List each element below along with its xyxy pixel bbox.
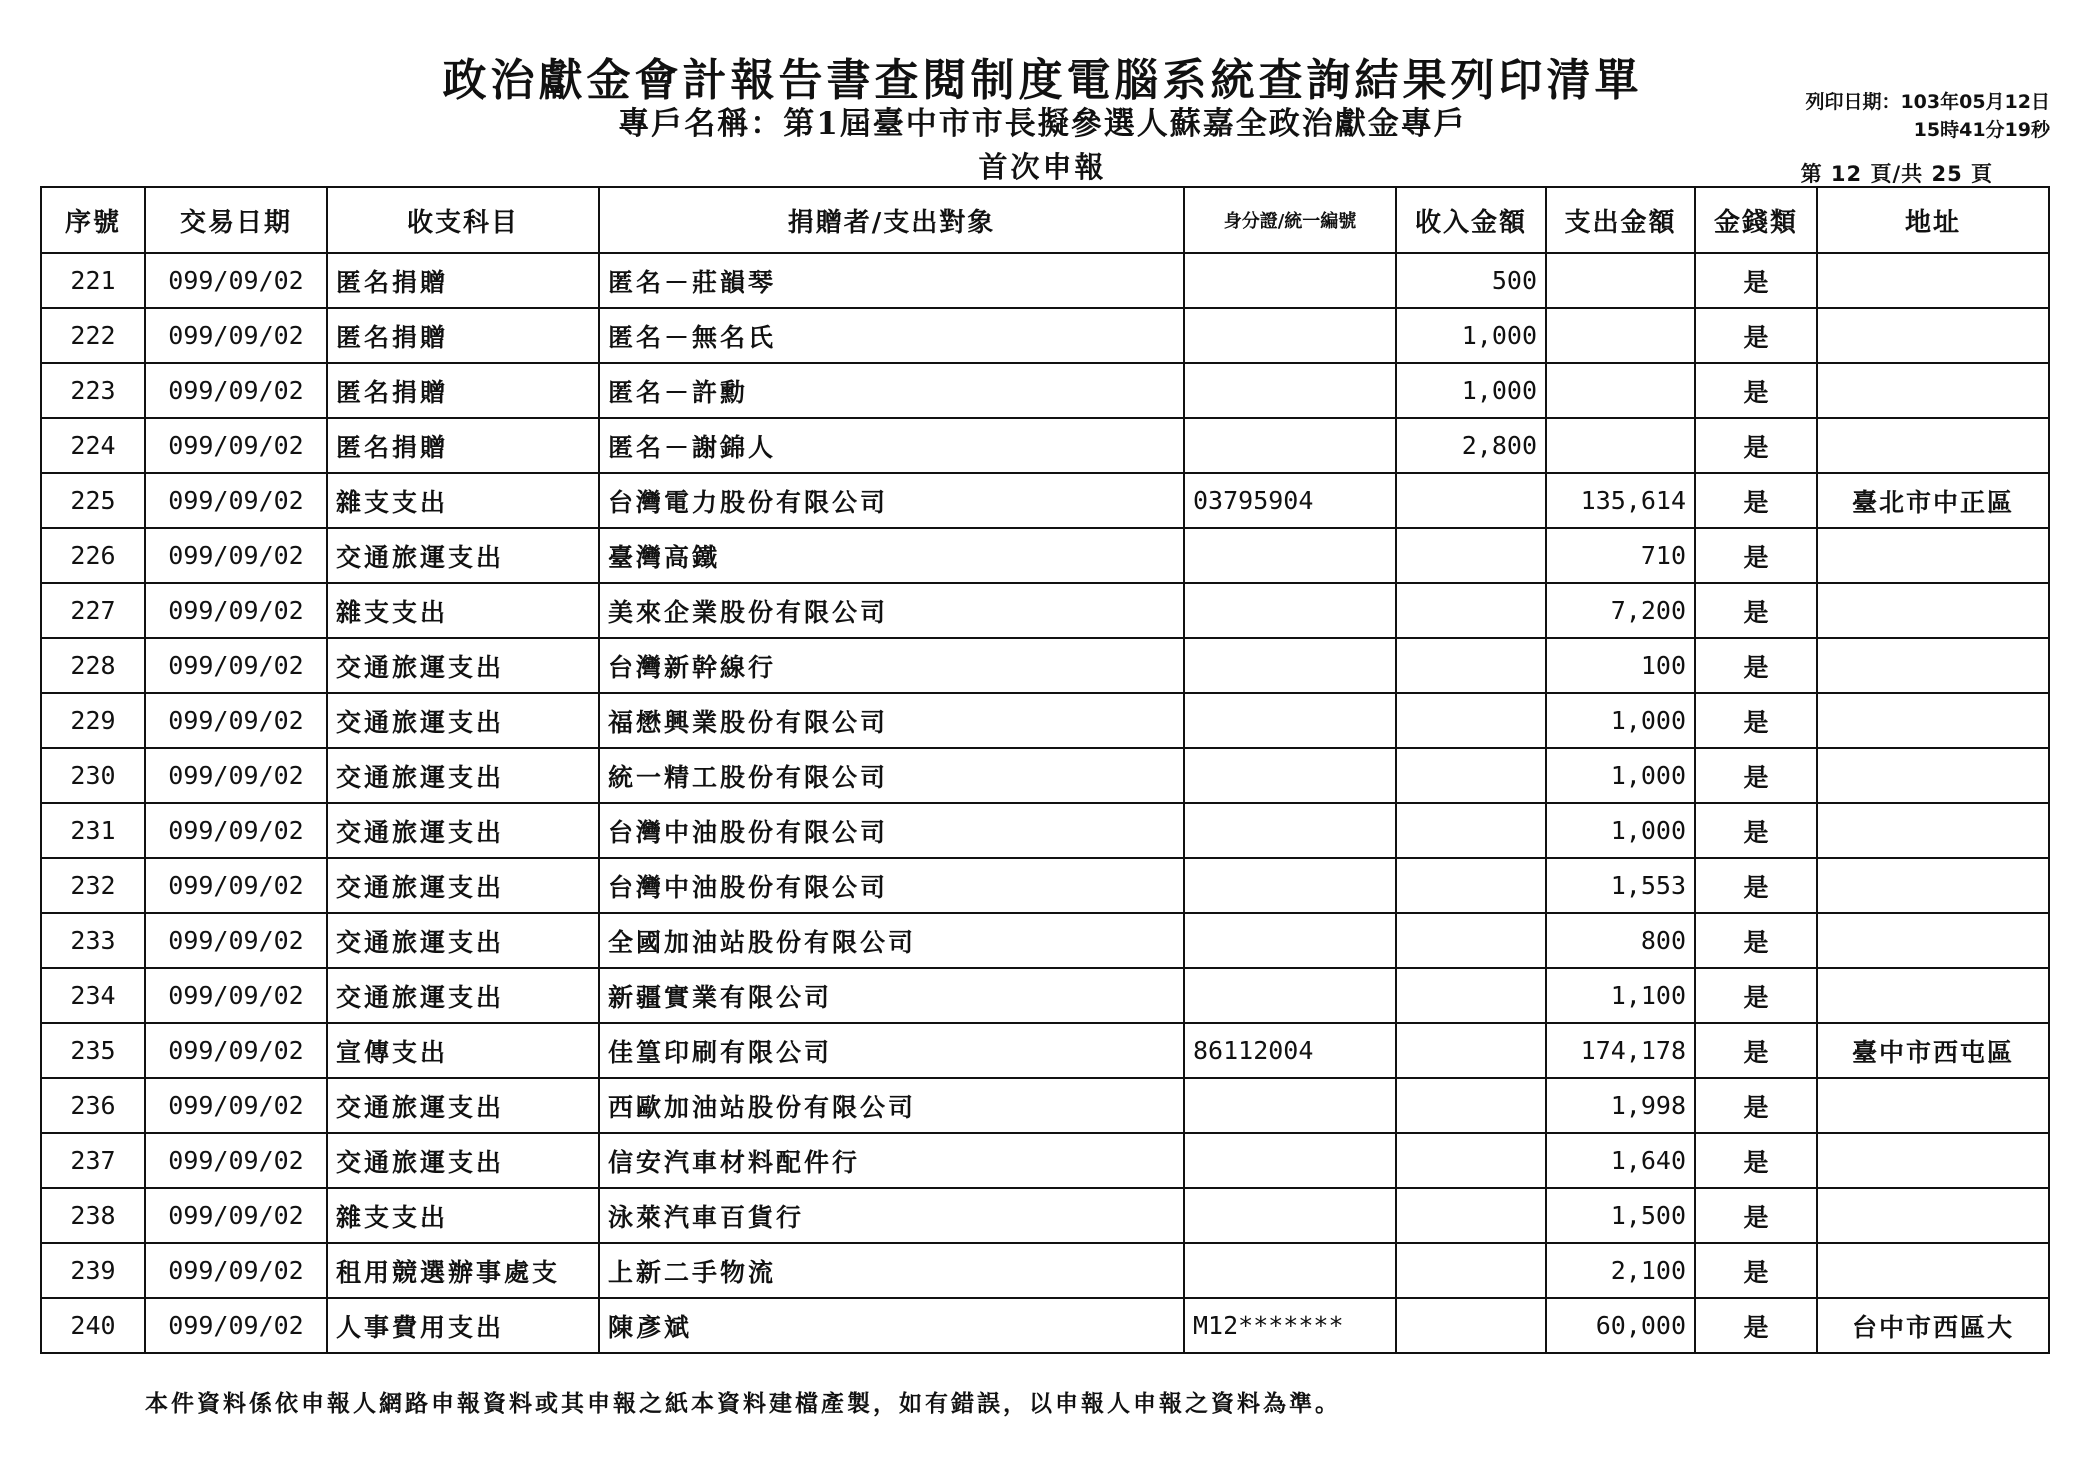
cell-category: 交通旅運支出 — [327, 968, 599, 1023]
cell-expense: 2,100 — [1546, 1243, 1695, 1298]
cell-category: 宣傳支出 — [327, 1023, 599, 1078]
report-type: 首次申報 — [978, 150, 1107, 184]
cell-cash: 是 — [1695, 968, 1817, 1023]
cell-category: 交通旅運支出 — [327, 748, 599, 803]
cell-serial: 226 — [41, 528, 145, 583]
cell-cash: 是 — [1695, 1133, 1817, 1188]
cell-party: 上新二手物流 — [599, 1243, 1184, 1298]
cell-income — [1396, 1188, 1546, 1243]
cell-party: 西歐加油站股份有限公司 — [599, 1078, 1184, 1133]
cell-expense — [1546, 418, 1695, 473]
cell-id — [1184, 638, 1396, 693]
cell-expense: 1,000 — [1546, 693, 1695, 748]
cell-income — [1396, 583, 1546, 638]
cell-category: 租用競選辦事處支 — [327, 1243, 599, 1298]
cell-income: 1,000 — [1396, 363, 1546, 418]
cell-cash: 是 — [1695, 803, 1817, 858]
cell-id — [1184, 748, 1396, 803]
table-row — [41, 1078, 2049, 1133]
cell-income — [1396, 1078, 1546, 1133]
cell-address — [1817, 748, 2049, 803]
cell-id — [1184, 418, 1396, 473]
cell-id — [1184, 693, 1396, 748]
table-row — [41, 473, 2049, 528]
cell-serial: 232 — [41, 858, 145, 913]
cell-party: 匿名－莊韻琴 — [599, 253, 1184, 308]
cell-category: 雜支支出 — [327, 583, 599, 638]
cell-expense: 135,614 — [1546, 473, 1695, 528]
cell-serial: 222 — [41, 308, 145, 363]
cell-category: 交通旅運支出 — [327, 858, 599, 913]
table-row — [41, 1243, 2049, 1298]
column-header-id: 身分證/統一編號 — [1184, 187, 1396, 253]
cell-address — [1817, 803, 2049, 858]
cell-id — [1184, 1133, 1396, 1188]
cell-id — [1184, 253, 1396, 308]
cell-date: 099/09/02 — [145, 858, 327, 913]
cell-serial: 224 — [41, 418, 145, 473]
cell-expense: 1,998 — [1546, 1078, 1695, 1133]
cell-date: 099/09/02 — [145, 253, 327, 308]
cell-cash: 是 — [1695, 583, 1817, 638]
cell-id — [1184, 968, 1396, 1023]
cell-party: 信安汽車材料配件行 — [599, 1133, 1184, 1188]
cell-party: 全國加油站股份有限公司 — [599, 913, 1184, 968]
cell-income — [1396, 638, 1546, 693]
column-header-cash: 金錢類 — [1695, 187, 1817, 253]
cell-address — [1817, 363, 2049, 418]
cell-cash: 是 — [1695, 1298, 1817, 1353]
table-row — [41, 1133, 2049, 1188]
cell-id — [1184, 1188, 1396, 1243]
cell-cash: 是 — [1695, 1243, 1817, 1298]
cell-income — [1396, 803, 1546, 858]
cell-serial: 230 — [41, 748, 145, 803]
cell-serial: 221 — [41, 253, 145, 308]
cell-income — [1396, 1133, 1546, 1188]
cell-category: 交通旅運支出 — [327, 803, 599, 858]
cell-expense: 800 — [1546, 913, 1695, 968]
cell-date: 099/09/02 — [145, 913, 327, 968]
cell-income — [1396, 1023, 1546, 1078]
cell-expense: 100 — [1546, 638, 1695, 693]
cell-address — [1817, 858, 2049, 913]
column-header-income: 收入金額 — [1396, 187, 1546, 253]
column-header-party: 捐贈者/支出對象 — [599, 187, 1184, 253]
table-row — [41, 418, 2049, 473]
cell-party: 匿名－無名氏 — [599, 308, 1184, 363]
cell-income — [1396, 693, 1546, 748]
cell-category: 雜支支出 — [327, 1188, 599, 1243]
cell-serial: 229 — [41, 693, 145, 748]
cell-address — [1817, 253, 2049, 308]
transaction-table — [40, 186, 2050, 1354]
cell-address — [1817, 583, 2049, 638]
cell-category: 雜支支出 — [327, 473, 599, 528]
cell-category: 交通旅運支出 — [327, 1133, 599, 1188]
table-row — [41, 1298, 2049, 1353]
cell-cash: 是 — [1695, 308, 1817, 363]
cell-address — [1817, 1243, 2049, 1298]
cell-serial: 239 — [41, 1243, 145, 1298]
cell-address: 台中市西區大 — [1817, 1298, 2049, 1353]
column-header-category: 收支科目 — [327, 187, 599, 253]
cell-expense: 1,500 — [1546, 1188, 1695, 1243]
cell-id — [1184, 913, 1396, 968]
cell-income — [1396, 1243, 1546, 1298]
cell-party: 台灣中油股份有限公司 — [599, 858, 1184, 913]
cell-income: 2,800 — [1396, 418, 1546, 473]
cell-party: 泳萊汽車百貨行 — [599, 1188, 1184, 1243]
cell-cash: 是 — [1695, 253, 1817, 308]
cell-expense: 1,000 — [1546, 748, 1695, 803]
cell-address: 臺北市中正區 — [1817, 473, 2049, 528]
cell-date: 099/09/02 — [145, 1023, 327, 1078]
cell-income — [1396, 968, 1546, 1023]
cell-id — [1184, 1078, 1396, 1133]
cell-expense: 60,000 — [1546, 1298, 1695, 1353]
cell-expense: 7,200 — [1546, 583, 1695, 638]
cell-date: 099/09/02 — [145, 1133, 327, 1188]
cell-cash: 是 — [1695, 693, 1817, 748]
cell-expense: 1,100 — [1546, 968, 1695, 1023]
table-row — [41, 693, 2049, 748]
cell-serial: 225 — [41, 473, 145, 528]
column-header-expense: 支出金額 — [1546, 187, 1695, 253]
cell-category: 交通旅運支出 — [327, 913, 599, 968]
table-body — [41, 253, 2049, 1353]
cell-category: 交通旅運支出 — [327, 1078, 599, 1133]
cell-expense — [1546, 308, 1695, 363]
column-header-date: 交易日期 — [145, 187, 327, 253]
cell-date: 099/09/02 — [145, 473, 327, 528]
account-name: 專戶名稱：第1屆臺中市市長擬參選人蘇嘉全政治獻金專戶 — [618, 106, 1467, 142]
cell-party: 匿名－許勳 — [599, 363, 1184, 418]
cell-date: 099/09/02 — [145, 748, 327, 803]
cell-serial: 235 — [41, 1023, 145, 1078]
cell-expense: 174,178 — [1546, 1023, 1695, 1078]
cell-id — [1184, 308, 1396, 363]
cell-category: 匿名捐贈 — [327, 363, 599, 418]
cell-cash: 是 — [1695, 913, 1817, 968]
cell-serial: 240 — [41, 1298, 145, 1353]
cell-category: 交通旅運支出 — [327, 638, 599, 693]
cell-address — [1817, 1133, 2049, 1188]
cell-serial: 234 — [41, 968, 145, 1023]
cell-date: 099/09/02 — [145, 1078, 327, 1133]
table-row — [41, 1023, 2049, 1078]
cell-income — [1396, 473, 1546, 528]
cell-serial: 237 — [41, 1133, 145, 1188]
table-row — [41, 748, 2049, 803]
cell-address — [1817, 1078, 2049, 1133]
print-date: 列印日期：103年05月12日 — [1805, 91, 2050, 113]
cell-date: 099/09/02 — [145, 638, 327, 693]
column-header-serial: 序號 — [41, 187, 145, 253]
cell-date: 099/09/02 — [145, 528, 327, 583]
cell-expense: 710 — [1546, 528, 1695, 583]
cell-party: 福懋興業股份有限公司 — [599, 693, 1184, 748]
print-time: 15時41分19秒 — [1913, 119, 2050, 141]
print-timestamp — [1630, 88, 2050, 144]
cell-date: 099/09/02 — [145, 803, 327, 858]
cell-address — [1817, 418, 2049, 473]
cell-date: 099/09/02 — [145, 308, 327, 363]
table-row — [41, 1188, 2049, 1243]
cell-address — [1817, 968, 2049, 1023]
cell-expense: 1,000 — [1546, 803, 1695, 858]
cell-cash: 是 — [1695, 748, 1817, 803]
table-row — [41, 528, 2049, 583]
table-row — [41, 638, 2049, 693]
cell-id — [1184, 528, 1396, 583]
cell-cash: 是 — [1695, 1078, 1817, 1133]
disclaimer-note: 本件資料係依申報人網路申報資料或其申報之紙本資料建檔產製，如有錯誤，以申報人申報之資料為準。 — [145, 1390, 1341, 1417]
cell-category: 交通旅運支出 — [327, 528, 599, 583]
cell-date: 099/09/02 — [145, 363, 327, 418]
cell-serial: 231 — [41, 803, 145, 858]
table-row — [41, 968, 2049, 1023]
cell-address: 臺中市西屯區 — [1817, 1023, 2049, 1078]
cell-category: 匿名捐贈 — [327, 253, 599, 308]
table-row — [41, 308, 2049, 363]
cell-party: 台灣中油股份有限公司 — [599, 803, 1184, 858]
cell-income: 500 — [1396, 253, 1546, 308]
cell-cash: 是 — [1695, 858, 1817, 913]
cell-date: 099/09/02 — [145, 968, 327, 1023]
table-row — [41, 913, 2049, 968]
cell-id: M12******* — [1184, 1298, 1396, 1353]
cell-cash: 是 — [1695, 1023, 1817, 1078]
report-title: 政治獻金會計報告書查閱制度電腦系統查詢結果列印清單 — [442, 55, 1643, 106]
cell-id — [1184, 858, 1396, 913]
cell-expense — [1546, 253, 1695, 308]
cell-address — [1817, 913, 2049, 968]
cell-category: 交通旅運支出 — [327, 693, 599, 748]
cell-party: 台灣電力股份有限公司 — [599, 473, 1184, 528]
cell-category: 人事費用支出 — [327, 1298, 599, 1353]
cell-address — [1817, 638, 2049, 693]
cell-date: 099/09/02 — [145, 693, 327, 748]
cell-cash: 是 — [1695, 638, 1817, 693]
cell-serial: 233 — [41, 913, 145, 968]
cell-serial: 236 — [41, 1078, 145, 1133]
cell-party: 統一精工股份有限公司 — [599, 748, 1184, 803]
cell-date: 099/09/02 — [145, 1298, 327, 1353]
table-row — [41, 858, 2049, 913]
page-indicator: 第 12 頁/共 25 頁 — [1800, 162, 1993, 186]
cell-id: 86112004 — [1184, 1023, 1396, 1078]
cell-party: 陳彥斌 — [599, 1298, 1184, 1353]
cell-expense: 1,640 — [1546, 1133, 1695, 1188]
cell-address — [1817, 693, 2049, 748]
cell-party: 新疆實業有限公司 — [599, 968, 1184, 1023]
cell-serial: 238 — [41, 1188, 145, 1243]
cell-income — [1396, 748, 1546, 803]
cell-date: 099/09/02 — [145, 1243, 327, 1298]
cell-serial: 228 — [41, 638, 145, 693]
cell-category: 匿名捐贈 — [327, 308, 599, 363]
table-row — [41, 583, 2049, 638]
cell-cash: 是 — [1695, 528, 1817, 583]
cell-income: 1,000 — [1396, 308, 1546, 363]
column-header-address: 地址 — [1817, 187, 2049, 253]
cell-income — [1396, 1298, 1546, 1353]
cell-serial: 223 — [41, 363, 145, 418]
cell-party: 臺灣高鐵 — [599, 528, 1184, 583]
table-row — [41, 363, 2049, 418]
cell-party: 佳篁印刷有限公司 — [599, 1023, 1184, 1078]
cell-cash: 是 — [1695, 418, 1817, 473]
cell-address — [1817, 308, 2049, 363]
cell-serial: 227 — [41, 583, 145, 638]
cell-party: 台灣新幹線行 — [599, 638, 1184, 693]
cell-id — [1184, 583, 1396, 638]
cell-date: 099/09/02 — [145, 583, 327, 638]
cell-id — [1184, 363, 1396, 418]
table-row — [41, 803, 2049, 858]
cell-expense — [1546, 363, 1695, 418]
cell-income — [1396, 913, 1546, 968]
cell-id — [1184, 1243, 1396, 1298]
cell-address — [1817, 1188, 2049, 1243]
cell-party: 美來企業股份有限公司 — [599, 583, 1184, 638]
cell-cash: 是 — [1695, 1188, 1817, 1243]
cell-cash: 是 — [1695, 473, 1817, 528]
cell-date: 099/09/02 — [145, 1188, 327, 1243]
cell-income — [1396, 528, 1546, 583]
cell-cash: 是 — [1695, 363, 1817, 418]
cell-category: 匿名捐贈 — [327, 418, 599, 473]
cell-expense: 1,553 — [1546, 858, 1695, 913]
cell-party: 匿名－謝錦人 — [599, 418, 1184, 473]
cell-income — [1396, 858, 1546, 913]
cell-date: 099/09/02 — [145, 418, 327, 473]
cell-address — [1817, 528, 2049, 583]
cell-id — [1184, 803, 1396, 858]
table-row — [41, 253, 2049, 308]
table-header-row — [41, 187, 2049, 253]
cell-id: 03795904 — [1184, 473, 1396, 528]
